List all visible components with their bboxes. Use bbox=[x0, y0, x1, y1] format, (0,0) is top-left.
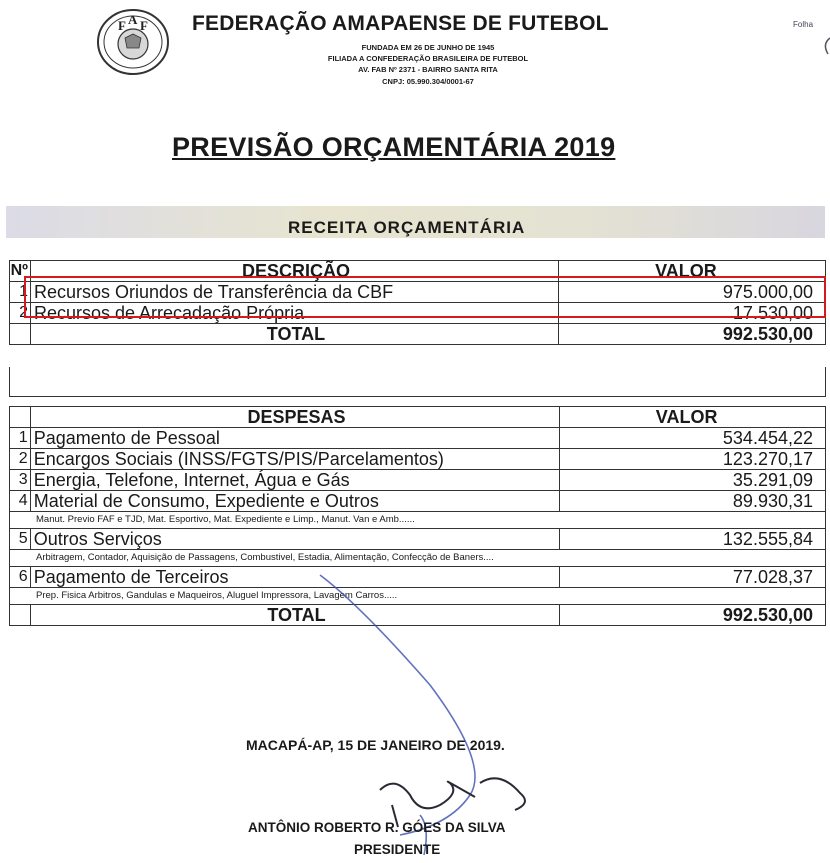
row-desc: Pagamento de Pessoal bbox=[30, 428, 560, 449]
logo-letter-3: F bbox=[140, 18, 148, 33]
row-desc: Recursos de Arrecadação Própria bbox=[30, 303, 558, 324]
folha-label: Folha bbox=[793, 20, 814, 29]
table-row bbox=[10, 529, 826, 550]
row-note-text: Manut. Previo FAF e TJD, Mat. Esportivo, Mat. Expediente e Limp., Manut. Van e Amb...... bbox=[10, 512, 826, 529]
logo-letter-2: A bbox=[128, 12, 138, 27]
row-no: 1 bbox=[10, 428, 31, 449]
col-no-header: Nº bbox=[10, 261, 31, 282]
organization-name: FEDERAÇÃO AMAPAENSE DE FUTEBOL bbox=[192, 12, 609, 35]
row-note-text: Prep. Fisica Arbitros, Gandulas e Maqueiros, Aluguel Impressora, Lavagem Carros..... bbox=[10, 588, 826, 605]
row-note bbox=[10, 550, 826, 567]
total-label: TOTAL bbox=[30, 324, 558, 345]
founded-line: FUNDADA EM 26 DE JUNHO DE 1945 bbox=[361, 43, 495, 52]
row-valor: 35.291,09 bbox=[560, 470, 826, 491]
col-valor-header: VALOR bbox=[558, 261, 825, 282]
table-row bbox=[10, 470, 826, 491]
table-row bbox=[10, 491, 826, 512]
row-no: 1 bbox=[10, 282, 31, 303]
row-note-text: Arbitragem, Contador, Aquisição de Passagens, Combustivel, Estadia, Alimentação, Confecção de Baners.... bbox=[10, 550, 826, 567]
blank-separator-row bbox=[9, 367, 826, 397]
col-valor-header: VALOR bbox=[560, 407, 826, 428]
cnpj-line: CNPJ: 05.990.304/0001-67 bbox=[382, 77, 474, 86]
row-valor: 89.930,31 bbox=[560, 491, 826, 512]
folha-stamp-mark bbox=[820, 36, 830, 56]
signer-name: ANTÔNIO ROBERTO R. GÓES DA SILVA bbox=[248, 820, 506, 835]
total-spacer bbox=[10, 605, 31, 626]
col-no-header bbox=[10, 407, 31, 428]
row-no: 6 bbox=[10, 567, 31, 588]
federation-logo bbox=[96, 8, 170, 76]
receita-total-row bbox=[10, 324, 826, 345]
highlight-box bbox=[24, 276, 826, 318]
row-no: 4 bbox=[10, 491, 31, 512]
row-no: 2 bbox=[10, 449, 31, 470]
row-valor: 534.454,22 bbox=[560, 428, 826, 449]
table-row bbox=[10, 428, 826, 449]
table-row bbox=[10, 567, 826, 588]
total-valor: 992.530,00 bbox=[558, 324, 825, 345]
row-valor: 17.530,00 bbox=[558, 303, 825, 324]
table-row bbox=[10, 449, 826, 470]
row-note bbox=[10, 512, 826, 529]
total-spacer bbox=[10, 324, 31, 345]
total-valor: 992.530,00 bbox=[560, 605, 826, 626]
row-valor: 77.028,37 bbox=[560, 567, 826, 588]
logo-letter-1: F bbox=[118, 18, 126, 33]
row-no: 2 bbox=[10, 303, 31, 324]
despesas-header-row bbox=[10, 407, 826, 428]
row-no: 3 bbox=[10, 470, 31, 491]
row-desc: Outros Serviços bbox=[30, 529, 560, 550]
row-desc: Encargos Sociais (INSS/FGTS/PIS/Parcelamentos) bbox=[30, 449, 560, 470]
city-date: MACAPÁ-AP, 15 DE JANEIRO DE 2019. bbox=[246, 737, 505, 753]
row-desc: Material de Consumo, Expediente e Outros bbox=[30, 491, 560, 512]
row-no: 5 bbox=[10, 529, 31, 550]
row-valor: 123.270,17 bbox=[560, 449, 826, 470]
col-desc-header: DESCRIÇÃO bbox=[30, 261, 558, 282]
row-note bbox=[10, 588, 826, 605]
document-title: PREVISÃO ORÇAMENTÁRIA 2019 bbox=[172, 132, 616, 162]
address-line: AV. FAB Nº 2371 - BAIRRO SANTA RITA bbox=[358, 65, 498, 74]
row-valor: 132.555,84 bbox=[560, 529, 826, 550]
row-desc: Recursos Oriundos de Transferência da CBF bbox=[30, 282, 558, 303]
despesas-table bbox=[9, 406, 826, 626]
row-desc: Energia, Telefone, Internet, Água e Gás bbox=[30, 470, 560, 491]
affiliation-line: FILIADA A CONFEDERAÇÃO BRASILEIRA DE FUTEBOL bbox=[327, 54, 529, 63]
despesas-total-row bbox=[10, 605, 826, 626]
row-desc: Pagamento de Terceiros bbox=[30, 567, 560, 588]
receita-section-title: RECEITA ORÇAMENTÁRIA bbox=[288, 218, 526, 237]
despesas-header: DESPESAS bbox=[30, 407, 560, 428]
row-valor: 975.000,00 bbox=[558, 282, 825, 303]
signer-role: PRESIDENTE bbox=[354, 842, 441, 857]
total-label: TOTAL bbox=[30, 605, 560, 626]
